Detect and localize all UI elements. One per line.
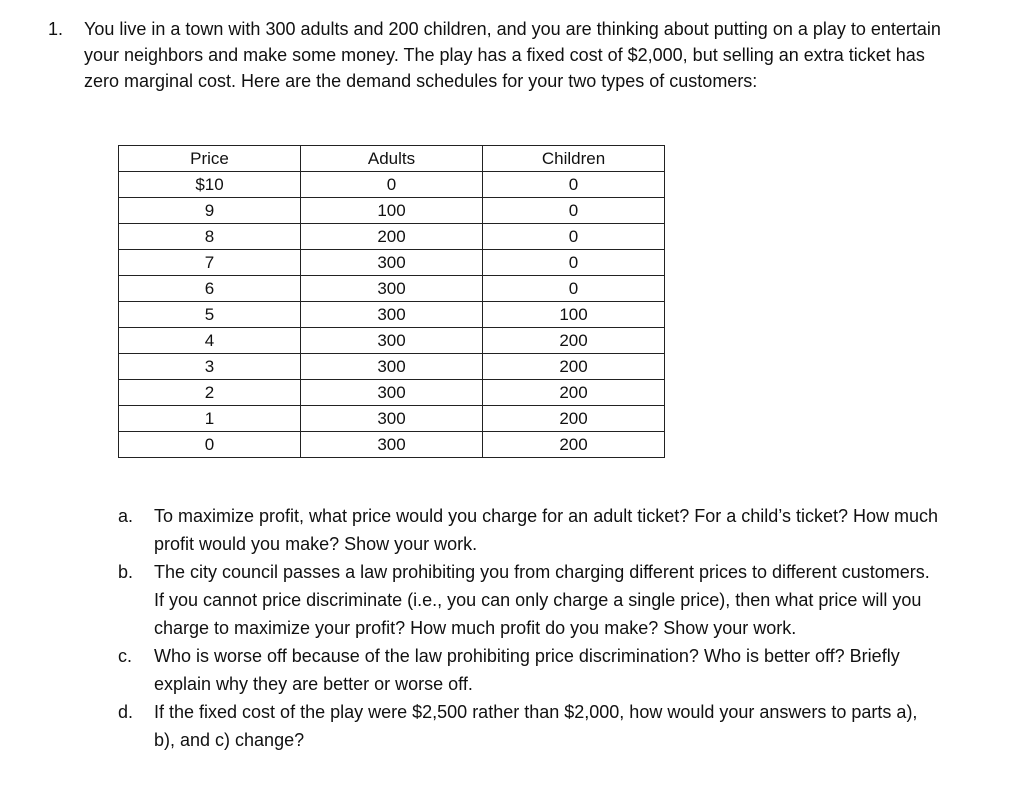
part-letter: b.	[118, 562, 134, 582]
part-letter: d.	[118, 702, 134, 722]
adults-cell: 300	[301, 380, 483, 406]
part-text: The city council passes a law prohibiting you from charging different prices to different customers. If you cannot price discriminate (i.e., you can only charge a single price), then what price will you charge to maximize your profit? How much profit do you make? Show your work.	[154, 562, 930, 638]
adults-cell: 300	[301, 276, 483, 302]
part-text: Who is worse off because of the law prohibiting price discrimination? Who is better off? Briefly explain why they are better or worse off.	[154, 646, 900, 694]
question-number: 1.	[48, 19, 64, 39]
adults-cell: 300	[301, 250, 483, 276]
children-cell: 200	[483, 354, 665, 380]
part-letter: c.	[118, 646, 133, 666]
price-cell: 9	[119, 198, 301, 224]
children-cell: 200	[483, 432, 665, 458]
children-cell: 0	[483, 276, 665, 302]
price-cell: 0	[119, 432, 301, 458]
children-cell: 200	[483, 406, 665, 432]
question-text: You live in a town with 300 adults and 200 children, and you are thinking about putting on a play to entertain your neighbors and make some money. The play has a fixed cost of $2,000, but selling an extra ticket has zero marginal cost. Here are the demand schedules for your two types of customers:	[84, 19, 941, 91]
table-row	[119, 432, 665, 458]
part-text: If the fixed cost of the play were $2,500 rather than $2,000, how would your answers to parts a), b), and c) change?	[154, 702, 918, 750]
adults-cell: 300	[301, 432, 483, 458]
price-cell: 2	[119, 380, 301, 406]
sub-question-a	[110, 502, 940, 558]
table-header-row	[119, 146, 665, 172]
table-row	[119, 406, 665, 432]
adults-cell: 300	[301, 302, 483, 328]
part-letter: a.	[118, 506, 134, 526]
table-row	[119, 250, 665, 276]
column-header-price: Price	[119, 146, 301, 172]
children-cell: 0	[483, 250, 665, 276]
part-text: To maximize profit, what price would you charge for an adult ticket? For a child’s ticket? How much profit would you make? Show your work.	[154, 506, 939, 554]
price-cell: 1	[119, 406, 301, 432]
adults-cell: 200	[301, 224, 483, 250]
sub-question-b	[110, 558, 940, 642]
price-cell: 3	[119, 354, 301, 380]
children-cell: 0	[483, 224, 665, 250]
table-row	[119, 354, 665, 380]
children-cell: 0	[483, 198, 665, 224]
sub-questions	[110, 502, 940, 754]
sub-question-d	[110, 698, 940, 754]
adults-cell: 300	[301, 406, 483, 432]
price-cell: 7	[119, 250, 301, 276]
column-header-children: Children	[483, 146, 665, 172]
table-row	[119, 198, 665, 224]
table-row	[119, 224, 665, 250]
table-row	[119, 172, 665, 198]
adults-cell: 300	[301, 354, 483, 380]
sub-question-c	[110, 642, 940, 698]
children-cell: 0	[483, 172, 665, 198]
table-row	[119, 328, 665, 354]
adults-cell: 100	[301, 198, 483, 224]
demand-schedule-table	[118, 145, 665, 458]
children-cell: 100	[483, 302, 665, 328]
price-cell: $10	[119, 172, 301, 198]
price-cell: 4	[119, 328, 301, 354]
adults-cell: 300	[301, 328, 483, 354]
table-row	[119, 302, 665, 328]
price-cell: 6	[119, 276, 301, 302]
adults-cell: 0	[301, 172, 483, 198]
children-cell: 200	[483, 328, 665, 354]
table-row	[119, 276, 665, 302]
price-cell: 8	[119, 224, 301, 250]
table-row	[119, 380, 665, 406]
price-cell: 5	[119, 302, 301, 328]
children-cell: 200	[483, 380, 665, 406]
column-header-adults: Adults	[301, 146, 483, 172]
